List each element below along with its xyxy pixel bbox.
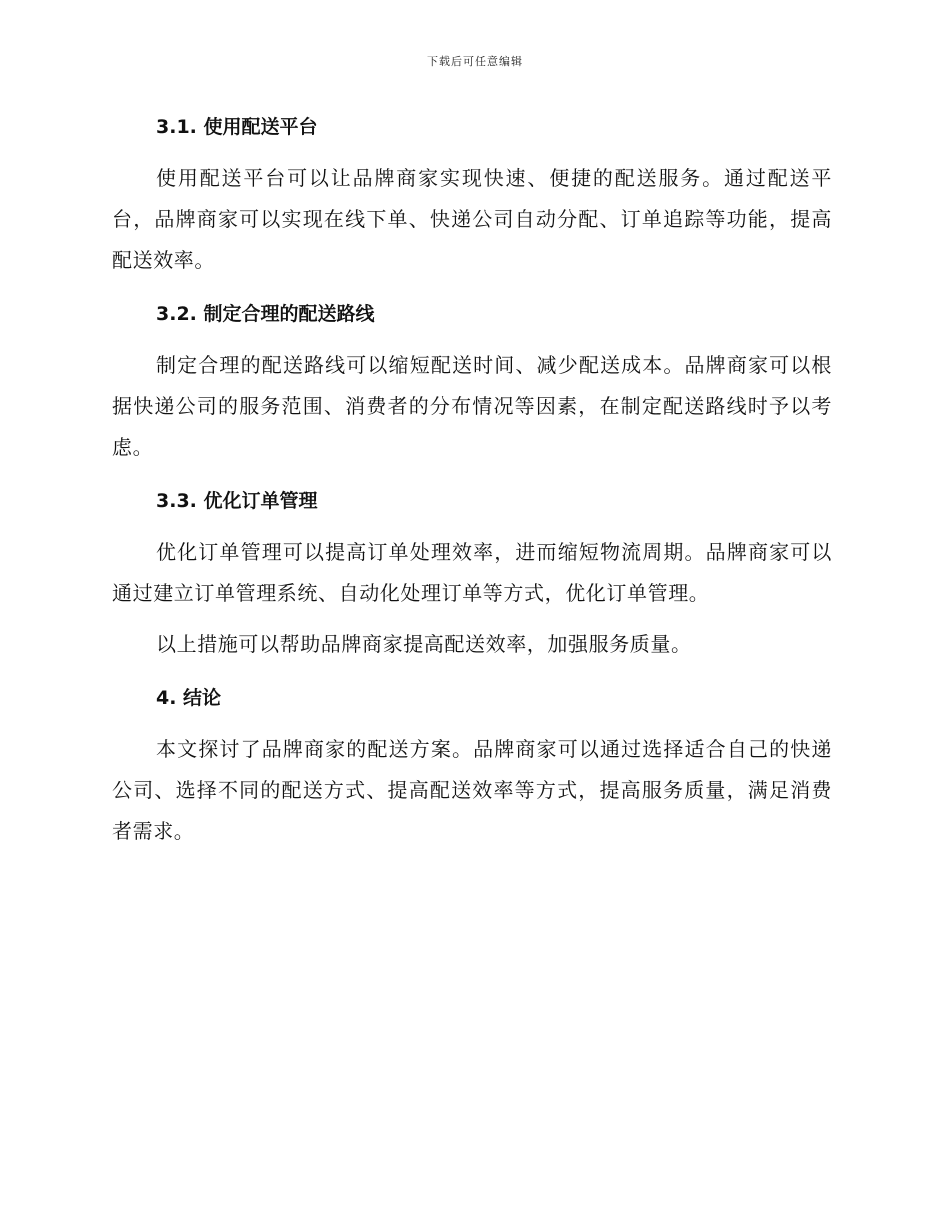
- section-paragraph: 制定合理的配送路线可以缩短配送时间、减少配送成本。品牌商家可以根据快递公司的服务范围、消费者的分布情况等因素，在制定配送路线时予以考虑。: [112, 353, 832, 459]
- page-header: 下载后可任意编辑: [427, 55, 523, 68]
- section-heading-4: 4. 结论: [156, 687, 222, 709]
- section-heading-3-3: 3.3. 优化订单管理: [156, 490, 318, 512]
- section-paragraph: 优化订单管理可以提高订单处理效率，进而缩短物流周期。品牌商家可以通过建立订单管理系统、自动化处理订单等方式，优化订单管理。: [112, 540, 832, 605]
- document-body: [112, 110, 832, 852]
- section-heading-3-2: 3.2. 制定合理的配送路线: [156, 303, 375, 325]
- section-paragraph: 以上措施可以帮助品牌商家提高配送效率，加强服务质量。: [156, 632, 692, 656]
- section-paragraph: 使用配送平台可以让品牌商家实现快速、便捷的配送服务。通过配送平台，品牌商家可以实现在线下单、快递公司自动分配、订单追踪等功能，提高配送效率。: [112, 166, 832, 272]
- section-heading-3-1: 3.1. 使用配送平台: [156, 116, 318, 138]
- section-paragraph: 本文探讨了品牌商家的配送方案。品牌商家可以通过选择适合自己的快递公司、选择不同的配送方式、提高配送效率等方式，提高服务质量，满足消费者需求。: [112, 737, 832, 843]
